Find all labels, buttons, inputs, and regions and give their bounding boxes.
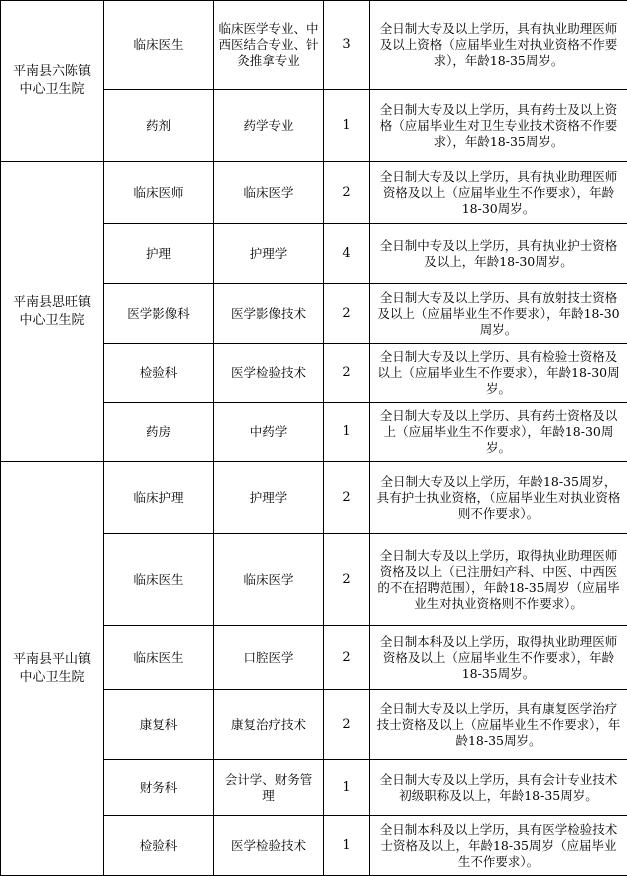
unit-cell: 平南县六陈镇中心卫生院	[1, 1, 104, 162]
unit-cell: 平南县平山镇中心卫生院	[1, 462, 104, 876]
requirement-cell: 全日制大专及以上学历，具有药士及以上资格（应届毕业生对卫生专业技术资格不作要求），年龄18-35周岁。	[370, 90, 627, 162]
post-cell: 临床医师	[104, 162, 214, 224]
requirement-cell: 全日制大专及以上学历，取得执业助理医师资格及以上（已注册妇产科、中医、中西医的不在招聘范围），年龄18-35周岁（应届毕业生对执业资格则不作要求）。	[370, 534, 627, 626]
post-cell: 药房	[104, 403, 214, 462]
major-cell: 中药学	[214, 403, 324, 462]
requirement-cell: 全日制本科及以上学历，具有医学检验技术士资格及以上，年龄18-35周岁（应届毕业生不作要求）。	[370, 816, 627, 876]
requirement-cell: 全日制大专及以上学历，具有执业助理医师及以上资格（应届毕业生对执业资格不作要求），年龄18-35周岁。	[370, 1, 627, 90]
post-cell: 财务科	[104, 760, 214, 816]
requirement-cell: 全日制大专及以上学历，年龄18-35周岁，具有护士执业资格，（应届毕业生对执业资格则不作要求）。	[370, 462, 627, 534]
major-cell: 护理学	[214, 462, 324, 534]
major-cell: 康复治疗技术	[214, 690, 324, 760]
count-cell: 2	[324, 534, 370, 626]
post-cell: 临床医生	[104, 1, 214, 90]
major-cell: 临床医学	[214, 534, 324, 626]
count-cell: 2	[324, 690, 370, 760]
requirement-cell: 全日制大专及以上学历，具有执业助理医师资格及以上（应届毕业生不作要求），年龄18-30周岁。	[370, 162, 627, 224]
major-cell: 医学检验技术	[214, 344, 324, 403]
major-cell: 医学影像技术	[214, 284, 324, 344]
count-cell: 1	[324, 403, 370, 462]
count-cell: 2	[324, 162, 370, 224]
requirement-cell: 全日制本科及以上学历，取得执业助理医师资格及以上（应届毕业生不作要求），年龄18-35周岁。	[370, 626, 627, 690]
major-cell: 护理学	[214, 224, 324, 284]
requirement-cell: 全日制大专及以上学历、具有检验士资格及以上（应届毕业生不作要求），年龄18-30周岁。	[370, 344, 627, 403]
requirement-cell: 全日制大专及以上学历、具有放射技士资格及以上（应届毕业生不作要求），年龄18-30周岁。	[370, 284, 627, 344]
requirement-cell: 全日制中专及以上学历，具有执业护士资格及以上，年龄18-30周岁。	[370, 224, 627, 284]
count-cell: 2	[324, 626, 370, 690]
count-cell: 2	[324, 344, 370, 403]
count-cell: 1	[324, 760, 370, 816]
post-cell: 医学影像科	[104, 284, 214, 344]
table-row	[1, 162, 627, 224]
requirement-cell: 全日制大专及以上学历，具有会计专业技术初级职称及以上，年龄18-35周岁。	[370, 760, 627, 816]
major-cell: 药学专业	[214, 90, 324, 162]
post-cell: 药剂	[104, 90, 214, 162]
table-row	[1, 462, 627, 534]
post-cell: 护理	[104, 224, 214, 284]
requirement-cell: 全日制大专及以上学历、具有药士资格及以上（应届毕业生不作要求），年龄18-30周岁。	[370, 403, 627, 462]
post-cell: 检验科	[104, 344, 214, 403]
post-cell: 临床护理	[104, 462, 214, 534]
post-cell: 临床医生	[104, 626, 214, 690]
count-cell: 2	[324, 462, 370, 534]
count-cell: 3	[324, 1, 370, 90]
post-cell: 临床医生	[104, 534, 214, 626]
count-cell: 1	[324, 90, 370, 162]
unit-cell: 平南县思旺镇中心卫生院	[1, 162, 104, 462]
major-cell: 临床医学专业、中西医结合专业、针灸推拿专业	[214, 1, 324, 90]
table-row	[1, 1, 627, 90]
post-cell: 康复科	[104, 690, 214, 760]
major-cell: 会计学、财务管理	[214, 760, 324, 816]
count-cell: 4	[324, 224, 370, 284]
count-cell: 2	[324, 284, 370, 344]
major-cell: 医学检验技术	[214, 816, 324, 876]
count-cell: 1	[324, 816, 370, 876]
major-cell: 临床医学	[214, 162, 324, 224]
requirement-cell: 全日制大专及以上学历，具有康复医学治疗技士资格及以上（应届毕业生不作要求），年龄18-35周岁。	[370, 690, 627, 760]
post-cell: 检验科	[104, 816, 214, 876]
major-cell: 口腔医学	[214, 626, 324, 690]
